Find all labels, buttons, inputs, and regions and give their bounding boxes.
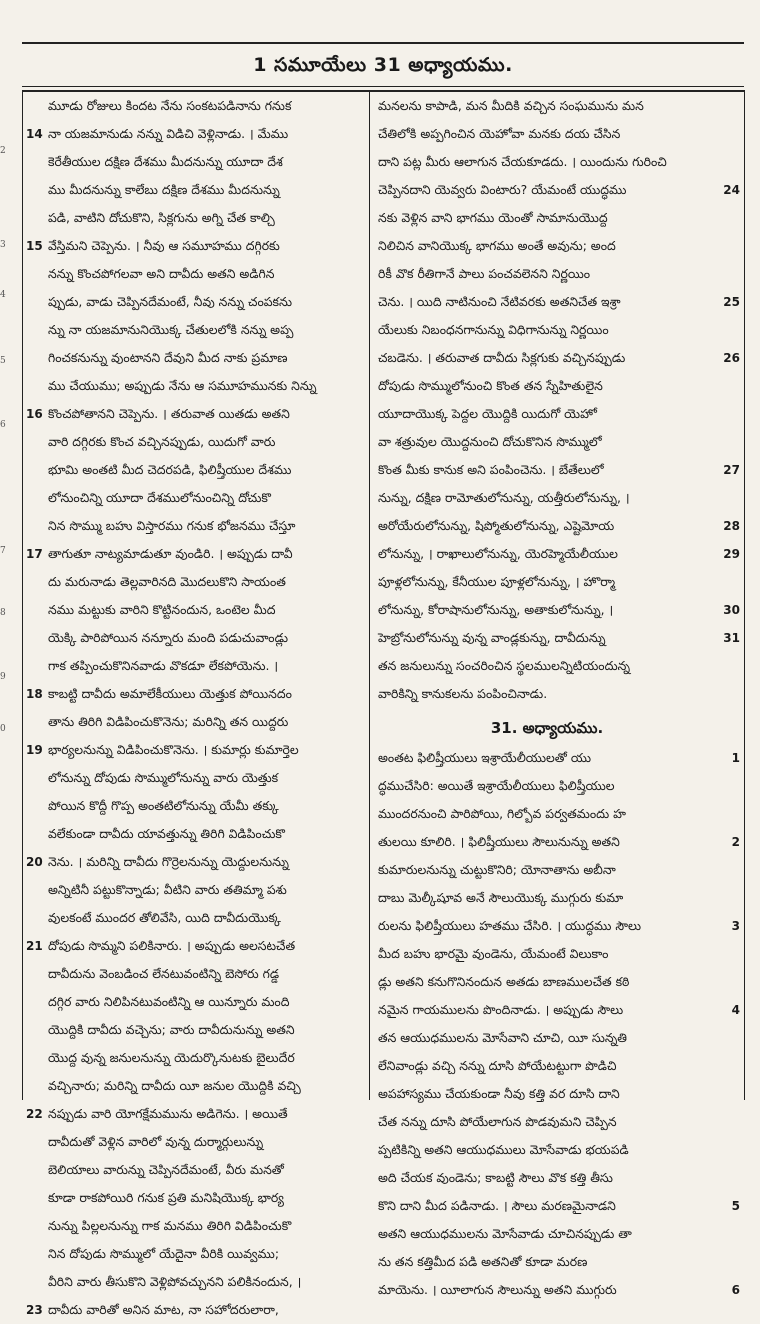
text-line: [374, 1052, 740, 1080]
line-text: తన జనులున్ను సంచరించిన స్థలములన్నిటియందున్న: [378, 658, 630, 673]
text-line: [374, 912, 740, 940]
text-line: [374, 540, 740, 568]
text-line: [26, 960, 364, 988]
line-text: రులను ఫిలిష్తీయులు హతము చేసిరి. । యుద్ధము సౌలు: [378, 918, 642, 933]
line-text: దోపుడు సొమ్ములోనుంచి కొంత తన స్నేహితులైన: [378, 378, 603, 393]
text-line: [374, 176, 740, 204]
line-text: లేనివాండ్లు వచ్చి నన్ను దూసి పోయేటట్టుగా పొడిచి: [378, 1058, 617, 1073]
line-text: మనలను కాపాడి, మన మీదికి వచ్చిన సంఘమును మన: [378, 98, 644, 113]
line-text: చెప్పినదాని యెవ్వరు వింటారు? యేమంటే యుద్ధము: [378, 182, 627, 197]
text-line: [374, 652, 740, 680]
line-text: లోనున్ను, । రాఖాలులోనున్ను, యెరహ్మెయేలీయుల: [378, 546, 618, 561]
line-text: వలేకుండా దావీదు యావత్తున్ను తిరిగి విడిపించుకొ: [48, 826, 285, 841]
verse-number: 26: [723, 351, 740, 365]
verse-number: 15: [26, 239, 43, 253]
text-line: [26, 708, 364, 736]
right-frame-rule: [744, 90, 745, 1100]
line-text: ము చేయుము; అప్పుడు నేను ఆ సమూహమునకు నిన్ను: [48, 378, 317, 393]
line-text: గాక తప్పించుకొనినవాడు వొకడూ లేకపోయెను. ।: [48, 658, 279, 673]
line-text: దావీదు వారితో అనిన మాట, నా సహోదరులారా,: [48, 1302, 279, 1317]
verse-number: 18: [26, 687, 43, 701]
line-text: యేలుకు నిబంధనగానున్ను విధిగానున్ను నిర్ణయిం: [378, 322, 609, 337]
line-text: వచ్చినారు; మరిన్ని దావీదు యీ జనుల యొద్దికి వచ్చి: [48, 1078, 301, 1093]
line-text: ముందరనుంచి పారిపోయి, గిల్బోవ పర్వతమందు హ: [378, 806, 626, 821]
text-line: [26, 1268, 364, 1296]
line-text: పూళ్లలోనున్ను, కేనీయుల పూళ్లలోనున్ను, । హొర్మా: [378, 574, 616, 589]
text-line: [374, 680, 740, 708]
text-line: [374, 148, 740, 176]
text-line: [374, 316, 740, 344]
text-line: [374, 1108, 740, 1136]
line-text: కొంచపోతానని చెప్పెను. । తరువాత యితడు అతని: [48, 406, 290, 421]
text-line: [374, 344, 740, 372]
line-text: పోయిన కొద్దీ గొప్ప అంతటిలోనున్ను యేమీ తక్కు: [48, 798, 279, 813]
text-line: [374, 1248, 740, 1276]
verse-number: 5: [731, 1199, 740, 1213]
line-text: మూడు రోజులు కిందట నేను సంకటపడినాను గనుక: [48, 98, 292, 113]
text-line: [26, 316, 364, 344]
verse-number: 31: [723, 631, 740, 645]
verse-number: 28: [723, 519, 740, 533]
text-line: [26, 1072, 364, 1100]
margin-mark: 2: [0, 146, 6, 156]
line-text: నన్ను కొంచపోగలవా అని దావీదు అతని అడిగిన: [48, 266, 275, 281]
line-text: మీద బహు భారమై వుండెను, యేమంటే విలుకాం: [378, 946, 609, 961]
text-line: [374, 1164, 740, 1192]
text-line: [26, 1156, 364, 1184]
text-line: [374, 968, 740, 996]
margin-mark: 8: [0, 608, 6, 618]
text-line: [374, 996, 740, 1024]
text-line: [26, 1296, 364, 1324]
line-text: గించకనున్ను వుంటానని దేవుని మీద నాకు ప్రమాణ: [48, 350, 288, 365]
header-rule: [22, 86, 744, 87]
verse-number: 3: [731, 919, 740, 933]
text-line: [374, 772, 740, 800]
line-text: హెబ్రోనులోనున్ను వున్న వాండ్లకున్ను, దావీదున్ను: [378, 630, 606, 645]
text-line: [374, 1080, 740, 1108]
text-line: [374, 940, 740, 968]
text-line: [26, 260, 364, 288]
text-line: [374, 596, 740, 624]
line-text: నము మట్టుకు వారిని కొట్టినందున, ఒంటెల మీద: [48, 602, 276, 617]
line-text: మాయెను. । యీలాగున సౌలున్ను అతని ముగ్గురు: [378, 1282, 617, 1297]
text-line: [26, 904, 364, 932]
verse-number: 27: [723, 463, 740, 477]
line-text: అపహాస్యము చేయకుండా నీవు కత్తి వర దూసి దాని: [378, 1086, 620, 1101]
line-text: దోపుడు సొమ్మని పలికినారు. । అప్పుడు అలసటచేత: [48, 938, 296, 953]
text-line: [26, 540, 364, 568]
verse-number: 25: [723, 295, 740, 309]
text-line: [26, 1184, 364, 1212]
line-text: లోనున్ను దోపుడు సొమ్ములోనున్ను వారు యెత్తుక: [48, 770, 279, 785]
text-line: [374, 1220, 740, 1248]
line-text: దాని పట్ల మీరు ఆలాగున చేయకూడదు. । యిందును గురించి: [378, 154, 667, 169]
line-text: కుమారులనున్ను చుట్టుకొనిరి; యోనాతాను అబీనా: [378, 862, 616, 877]
text-line: [374, 120, 740, 148]
text-line: [374, 92, 740, 120]
line-text: తాను తిరిగి విడిపించుకొనెను; మరిన్ని తన యిద్దరు: [48, 714, 289, 729]
line-text: చేత నన్ను దూసి పోయేలాగున పొడవుమని చెప్పిన: [378, 1114, 617, 1129]
text-line: [374, 372, 740, 400]
verse-number: 16: [26, 407, 43, 421]
text-line: [26, 400, 364, 428]
line-text: లోనున్ను, కోరాషానులోనున్ను, అతాకులోనున్ను, ।: [378, 602, 614, 617]
line-text: దాబు మెల్కీషూవ అనే సౌలుయొక్క ముగ్గురు కుమా: [378, 890, 624, 905]
line-text: చబడెను. । తరువాత దావీదు సిక్లగుకు వచ్చినప్పుడు: [378, 350, 626, 365]
text-line: [26, 484, 364, 512]
text-line: [26, 372, 364, 400]
verse-number: 17: [26, 547, 43, 561]
text-line: [26, 92, 364, 120]
text-line: [374, 1024, 740, 1052]
margin-mark: 7: [0, 546, 6, 556]
text-line: [374, 456, 740, 484]
line-text: నిన సొమ్ము బహు విస్తారము గనుక భోజనము చేస్తూ: [48, 518, 296, 533]
bible-page: [8, 30, 752, 1317]
left-text-column: [26, 92, 364, 1324]
line-text: కూడా రాకపోయిరి గనుక ప్రతి మనిషియొక్క భార్య: [48, 1190, 284, 1205]
line-text: అన్నిటినీ పట్టుకొన్నాడు; వీటిని వారు తతిమ్మా పశు: [48, 882, 287, 897]
text-line: [26, 1240, 364, 1268]
margin-mark: 0: [0, 724, 6, 734]
text-line: [26, 1128, 364, 1156]
line-text: నిన దోపుడు సొమ్ములో యేదైనా వీరికి యివ్వము;: [48, 1246, 280, 1261]
verse-number: 29: [723, 547, 740, 561]
verse-number: 23: [26, 1303, 43, 1317]
line-text: రికీ వొక రీతిగానే పాలు పంచవలెనని నిర్ణయిం: [378, 266, 591, 281]
text-line: [374, 800, 740, 828]
verse-number: 4: [731, 1003, 740, 1017]
text-line: [26, 148, 364, 176]
line-text: న్ను నా యజమానునియొక్క చేతులలోకి నన్ను అప్ప: [48, 322, 294, 337]
line-text: నా యజమానుడు నన్ను విడిచి వెళ్లినాడు. । మేము: [48, 126, 289, 141]
margin-mark: 4: [0, 290, 6, 300]
text-line: [374, 568, 740, 596]
line-text: డ్లు అతని కనుగొనినందున అతడు బాణములచేత కఠి: [378, 974, 630, 989]
text-line: [26, 680, 364, 708]
line-text: ప్పుడు, వాడు చెప్పినదేమంటే, నీవు నన్ను చంపకను: [48, 294, 293, 309]
line-text: ము మీదనున్ను కాలేబు దక్షిణ దేశము మీదనున్ను: [48, 182, 280, 197]
text-line: [374, 260, 740, 288]
line-text: దావీదుతో వెళ్లిన వారిలో వున్న దుర్మార్గులున్ను: [48, 1134, 264, 1149]
line-text: దగ్గిర వారు నిలిపినటువంటిన్ని ఆ యిన్నూరు మంది: [48, 994, 290, 1009]
verse-number: 21: [26, 939, 43, 953]
text-line: [26, 764, 364, 792]
line-text: యూదాయొక్క పెద్దల యొద్దికి యిదుగో యెహో: [378, 406, 597, 421]
line-text: నున్ను, దక్షిణ రామోతులోనున్ను, యత్తీరులోనున్ను, ।: [378, 490, 630, 505]
text-line: [26, 120, 364, 148]
line-text: నమైన గాయములను పొందినాడు. । అప్పుడు సౌలు: [378, 1002, 624, 1017]
text-line: [374, 744, 740, 772]
subheading-text: 31. అధ్యాయము.: [490, 719, 604, 737]
line-text: అంతట ఫిలిష్తీయులు ఇశ్రాయేలీయులతో యు: [378, 750, 592, 765]
text-line: [26, 288, 364, 316]
line-text: ప్పటికిన్ని అతని ఆయుధములు మోసేవాడు భయపడి: [378, 1142, 629, 1157]
chapter-header: [22, 42, 744, 92]
line-text: కాబట్టి దావీదు అమాలేకీయులు యెత్తుక పోయినదం: [48, 686, 292, 701]
text-line: [374, 1192, 740, 1220]
text-line: [26, 932, 364, 960]
line-text: అది చేయక వుండెను; కాబట్టి సౌలు వొక కత్తి తీసు: [378, 1170, 613, 1185]
text-line: [26, 512, 364, 540]
left-frame-rule: [22, 90, 23, 1100]
verse-number: 19: [26, 743, 43, 757]
verse-number: 14: [26, 127, 43, 141]
verse-number: 1: [731, 751, 740, 765]
line-text: యొద్ద వున్న జనులనున్ను యెదుర్కొనుటకు బైలుదేర: [48, 1050, 295, 1065]
line-text: నిలిచిన వానియొక్క భాగము అంతే అవును; అంద: [378, 238, 616, 253]
text-line: [26, 848, 364, 876]
line-text: దావీదును వెంబడించ లేనటువంటిన్ని బెసోరు గడ్డ: [48, 966, 280, 981]
text-line: [26, 176, 364, 204]
line-text: దు మరునాడు తెల్లవారినది మొదలుకొని సాయంత: [48, 574, 286, 589]
text-line: [374, 1136, 740, 1164]
text-line: [26, 204, 364, 232]
text-line: [26, 1044, 364, 1072]
line-text: నెను. । మరిన్ని దావీదు గొర్రెలనున్ను యెద్దులనున్ను: [48, 854, 289, 869]
line-text: వా శత్రువుల యొద్దనుంచి దోచుకొనిన సొమ్ములో: [378, 434, 602, 449]
text-line: [26, 1100, 364, 1128]
line-text: అరోయేరులోనున్ను, షిప్మోతులోనున్ను, ఎష్టెమోయ: [378, 518, 615, 533]
line-text: భార్యలనున్ను విడిపించుకొనెను. । కుమార్లు కుమార్తెల: [48, 742, 299, 757]
text-line: [26, 568, 364, 596]
text-line: [374, 484, 740, 512]
verse-number: 30: [723, 603, 740, 617]
line-text: కొని దాని మీద పడినాడు. । సౌలు మరణమైనాడని: [378, 1198, 616, 1213]
line-text: కెరేతీయుల దక్షిణ దేశము మీదనున్ను యూదా దేశ: [48, 154, 283, 169]
text-line: [26, 1212, 364, 1240]
verse-number: 22: [26, 1107, 43, 1121]
text-line: [374, 232, 740, 260]
text-line: [374, 400, 740, 428]
line-text: బెలియాలు వారున్ను చెప్పినదేమంటే, వీరు మనతో: [48, 1162, 284, 1177]
verse-number: 24: [723, 183, 740, 197]
line-text: వీరిని వారు తీసుకొని వెళ్లిపోవచ్చునని పలికినందున, ।: [48, 1274, 302, 1289]
line-text: యెక్కి పారిపోయిన నన్నూరు మంది పడుచువాండ్లు: [48, 630, 289, 645]
text-line: [374, 856, 740, 884]
page-title: 1 సమూయేలు 31 అధ్యాయము.: [253, 53, 513, 76]
verse-number: 20: [26, 855, 43, 869]
line-text: పడి, వాటిని దోచుకొని, సిక్లగును అగ్ని చేత కాల్చి: [48, 210, 275, 225]
verse-number: 2: [731, 835, 740, 849]
line-text: భూమి అంతటి మీద చెదరపడి, ఫిలిష్తీయుల దేశము: [48, 462, 292, 477]
text-line: [26, 876, 364, 904]
line-text: చేతిలోకి అప్పగించిన యెహోవా మనకు దయ చేసిన: [378, 126, 621, 141]
margin-mark: 6: [0, 420, 6, 430]
verse-number: 6: [731, 1283, 740, 1297]
line-text: ను తన కత్తిమీద పడి అతనితో కూడా మరణ: [378, 1254, 588, 1269]
text-line: [26, 596, 364, 624]
text-line: [26, 624, 364, 652]
line-text: నున్ను పిల్లలనున్ను గాక మనము తిరిగి విడిపించుకొ: [48, 1218, 292, 1233]
column-divider: [369, 90, 370, 1100]
text-line: [26, 792, 364, 820]
text-line: [374, 428, 740, 456]
line-text: తులయి కూలిరి. । ఫిలిష్తీయులు సౌలునున్ను అతని: [378, 834, 620, 849]
text-line: [374, 884, 740, 912]
line-text: తాగుతూ నాట్యమాడుతూ వుండిరి. । అప్పుడు దావీ: [48, 546, 293, 561]
line-text: చెను. । యిది నాటినుంచి నేటివరకు అతనిచేత ఇశ్రా: [378, 294, 621, 309]
text-line: [374, 1276, 740, 1304]
text-line: [26, 820, 364, 848]
text-line: [374, 828, 740, 856]
line-text: తన ఆయుధములను మోసేవాని చూచి, యీ సున్నతి: [378, 1030, 627, 1045]
margin-mark: 3: [0, 240, 6, 250]
text-line: [26, 736, 364, 764]
text-line: [26, 1016, 364, 1044]
line-text: వారి దగ్గిరకు కొంచ వచ్చినప్పుడు, యిదుగో వారు: [48, 434, 276, 449]
line-text: వారికిన్ని కానుకలను పంపించినాడు.: [378, 686, 548, 701]
text-line: [26, 988, 364, 1016]
text-line: [26, 232, 364, 260]
right-text-column: [374, 92, 740, 1304]
text-line: [374, 512, 740, 540]
line-text: నప్పుడు వారి యోగక్షేమమును అడిగెను. । అయితే: [48, 1106, 288, 1121]
line-text: ద్ధముచేసిరి: అయితే ఇశ్రాయేలీయులు ఫిలిష్తీయుల: [378, 778, 615, 793]
chapter-subheading: [374, 708, 740, 744]
line-text: లోనుంచిన్ని యూదా దేశములోనుంచిన్ని దోచుకొ: [48, 490, 271, 505]
line-text: కొంత మీకు కానుక అని పంపించెను. । బేతేలులో: [378, 462, 604, 477]
line-text: నకు వెళ్లిన వాని భాగము యెంతో సామానుయొద్ద: [378, 210, 608, 225]
line-text: వులకంటే ముందర తోలివేసి, యిది దావీదుయొక్క: [48, 910, 281, 925]
text-line: [26, 428, 364, 456]
text-line: [374, 288, 740, 316]
margin-mark: 5: [0, 356, 6, 366]
line-text: వేస్తిమని చెప్పెను. । నీవు ఆ సమూహము దగ్గిరకు: [48, 238, 280, 253]
text-line: [374, 624, 740, 652]
text-line: [26, 456, 364, 484]
line-text: అతని ఆయుధములను మోసేవాడు చూచినప్పుడు తా: [378, 1226, 632, 1241]
text-line: [374, 204, 740, 232]
margin-mark: 9: [0, 672, 6, 682]
text-line: [26, 344, 364, 372]
line-text: యొద్దికి దావీదు వచ్చెను; వారు దావీదునున్ను అతని: [48, 1022, 295, 1037]
text-line: [26, 652, 364, 680]
